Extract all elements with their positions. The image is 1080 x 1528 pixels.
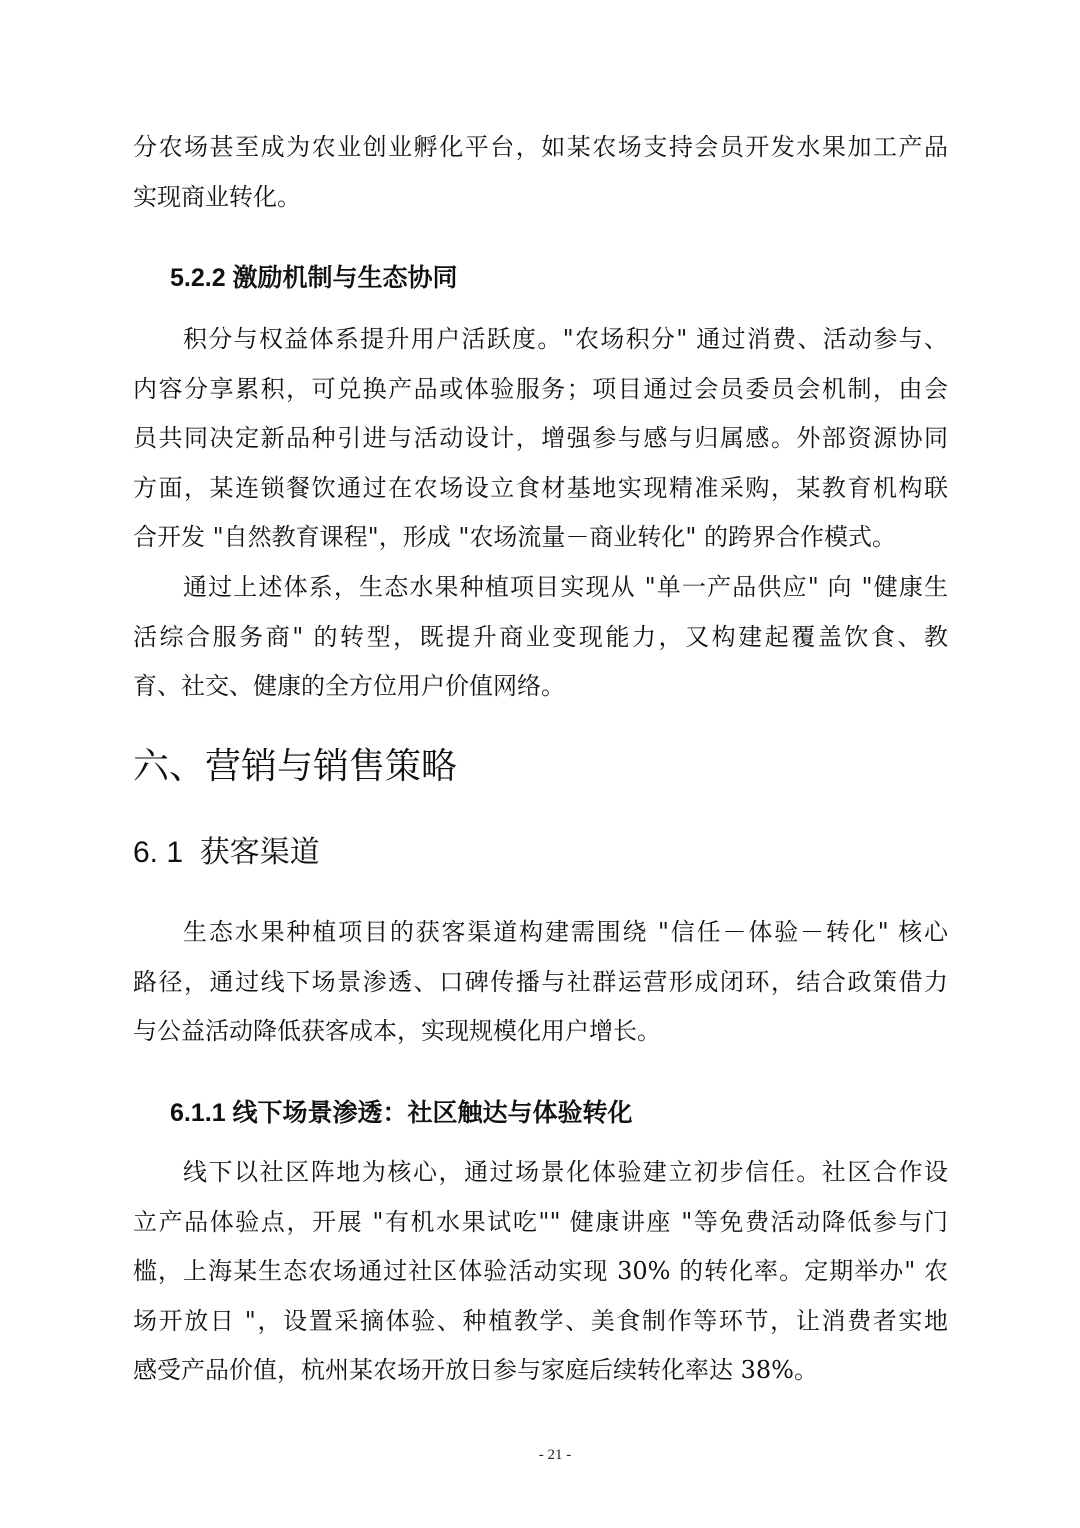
section-heading-6-1-1: 6.1.1 线下场景渗透：社区触达与体验转化 xyxy=(170,1099,633,1127)
paragraph-line: 方面，某连锁餐饮通过在农场设立食材基地实现精准采购，某教育机构联 xyxy=(133,473,948,502)
paragraph-line: 场开放日 "，设置采摘体验、种植教学、美食制作等环节，让消费者实地 xyxy=(133,1306,948,1335)
paragraph-line: 通过上述体系，生态水果种植项目实现从 "单一产品供应" 向 "健康生 xyxy=(183,573,948,601)
chapter-heading-6: 六、营销与销售策略 xyxy=(133,745,458,786)
paragraph-line: 立产品体验点，开展 "有机水果试吃"" 健康讲座 "等免费活动降低参与门 xyxy=(133,1207,948,1236)
paragraph-line: 实现商业转化。 xyxy=(133,182,301,211)
paragraph-line: 内容分享累积，可兑换产品或体验服务；项目通过会员委员会机制，由会 xyxy=(133,374,948,403)
page-number: - 21 - xyxy=(538,1447,572,1463)
paragraph-line: 合开发 "自然教育课程"，形成 "农场流量－商业转化" 的跨界合作模式。 xyxy=(133,523,897,552)
section-5-2-2-paragraph-2 xyxy=(133,563,948,712)
section-6-1-1-paragraph xyxy=(133,1148,948,1396)
paragraph-line: 育、社交、健康的全方位用户价值网络。 xyxy=(133,672,565,701)
paragraph-line: 感受产品价值，杭州某农场开放日参与家庭后续转化率达 38%。 xyxy=(133,1356,818,1385)
paragraph-line: 活综合服务商" 的转型，既提升商业变现能力，又构建起覆盖饮食、教 xyxy=(133,622,948,651)
section-5-2-2-paragraph-1 xyxy=(133,315,948,563)
paragraph-line: 与公益活动降低获客成本，实现规模化用户增长。 xyxy=(133,1017,661,1046)
paragraph-line: 分农场甚至成为农业创业孵化平台，如某农场支持会员开发水果加工产品 xyxy=(133,133,948,161)
section-heading-5-2-2: 5.2.2 激励机制与生态协同 xyxy=(170,264,458,292)
paragraph-line: 员共同决定新品种引进与活动设计，增强参与感与归属感。外部资源协同 xyxy=(133,424,948,453)
paragraph-line: 路径，通过线下场景渗透、口碑传播与社群运营形成闭环，结合政策借力 xyxy=(133,967,948,996)
paragraph-line: 槛，上海某生态农场通过社区体验活动实现 30% 的转化率。定期举办" 农 xyxy=(133,1257,948,1286)
section-heading-6-1: 6. 1 获客渠道 xyxy=(133,836,320,869)
paragraph-line: 生态水果种植项目的获客渠道构建需围绕 "信任－体验－转化" 核心 xyxy=(183,918,948,946)
paragraph-line: 积分与权益体系提升用户活跃度。"农场积分" 通过消费、活动参与、 xyxy=(183,325,948,353)
intro-paragraph xyxy=(133,123,948,222)
paragraph-line: 线下以社区阵地为核心，通过场景化体验建立初步信任。社区合作设 xyxy=(183,1158,948,1186)
section-6-1-paragraph xyxy=(133,908,948,1057)
